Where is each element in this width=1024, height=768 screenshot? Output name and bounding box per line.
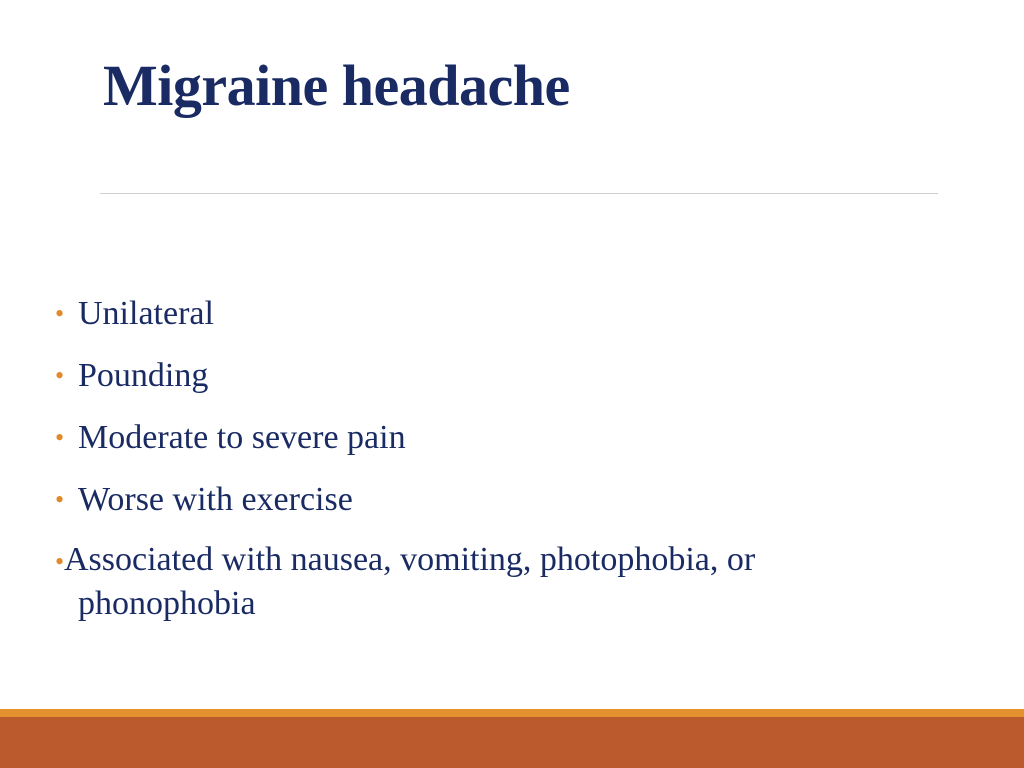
bullet-text: Unilateral xyxy=(78,295,214,332)
bullet-text: Worse with exercise xyxy=(78,481,353,518)
bullet-dot-icon: • xyxy=(55,361,65,390)
bullet-item xyxy=(0,290,960,338)
bullet-text: Associated with nausea, vomiting, photophobia, or phonophobia xyxy=(64,541,756,622)
footer-band xyxy=(0,717,1024,768)
footer-accent-stripe xyxy=(0,709,1024,717)
bullet-item xyxy=(0,352,960,400)
bullet-dot-icon: • xyxy=(55,485,65,514)
bullet-item xyxy=(0,414,960,462)
bullet-item xyxy=(0,538,960,626)
bullet-item xyxy=(0,476,960,524)
bullet-text: Moderate to severe pain xyxy=(78,419,406,456)
bullet-dot-icon: • xyxy=(55,299,65,328)
bullet-list xyxy=(0,290,960,640)
bullet-dot-icon: • xyxy=(55,547,65,576)
title-divider xyxy=(100,193,938,194)
bullet-dot-icon: • xyxy=(55,423,65,452)
bullet-text: Pounding xyxy=(78,357,209,394)
slide-title: Migraine headache xyxy=(103,53,570,118)
